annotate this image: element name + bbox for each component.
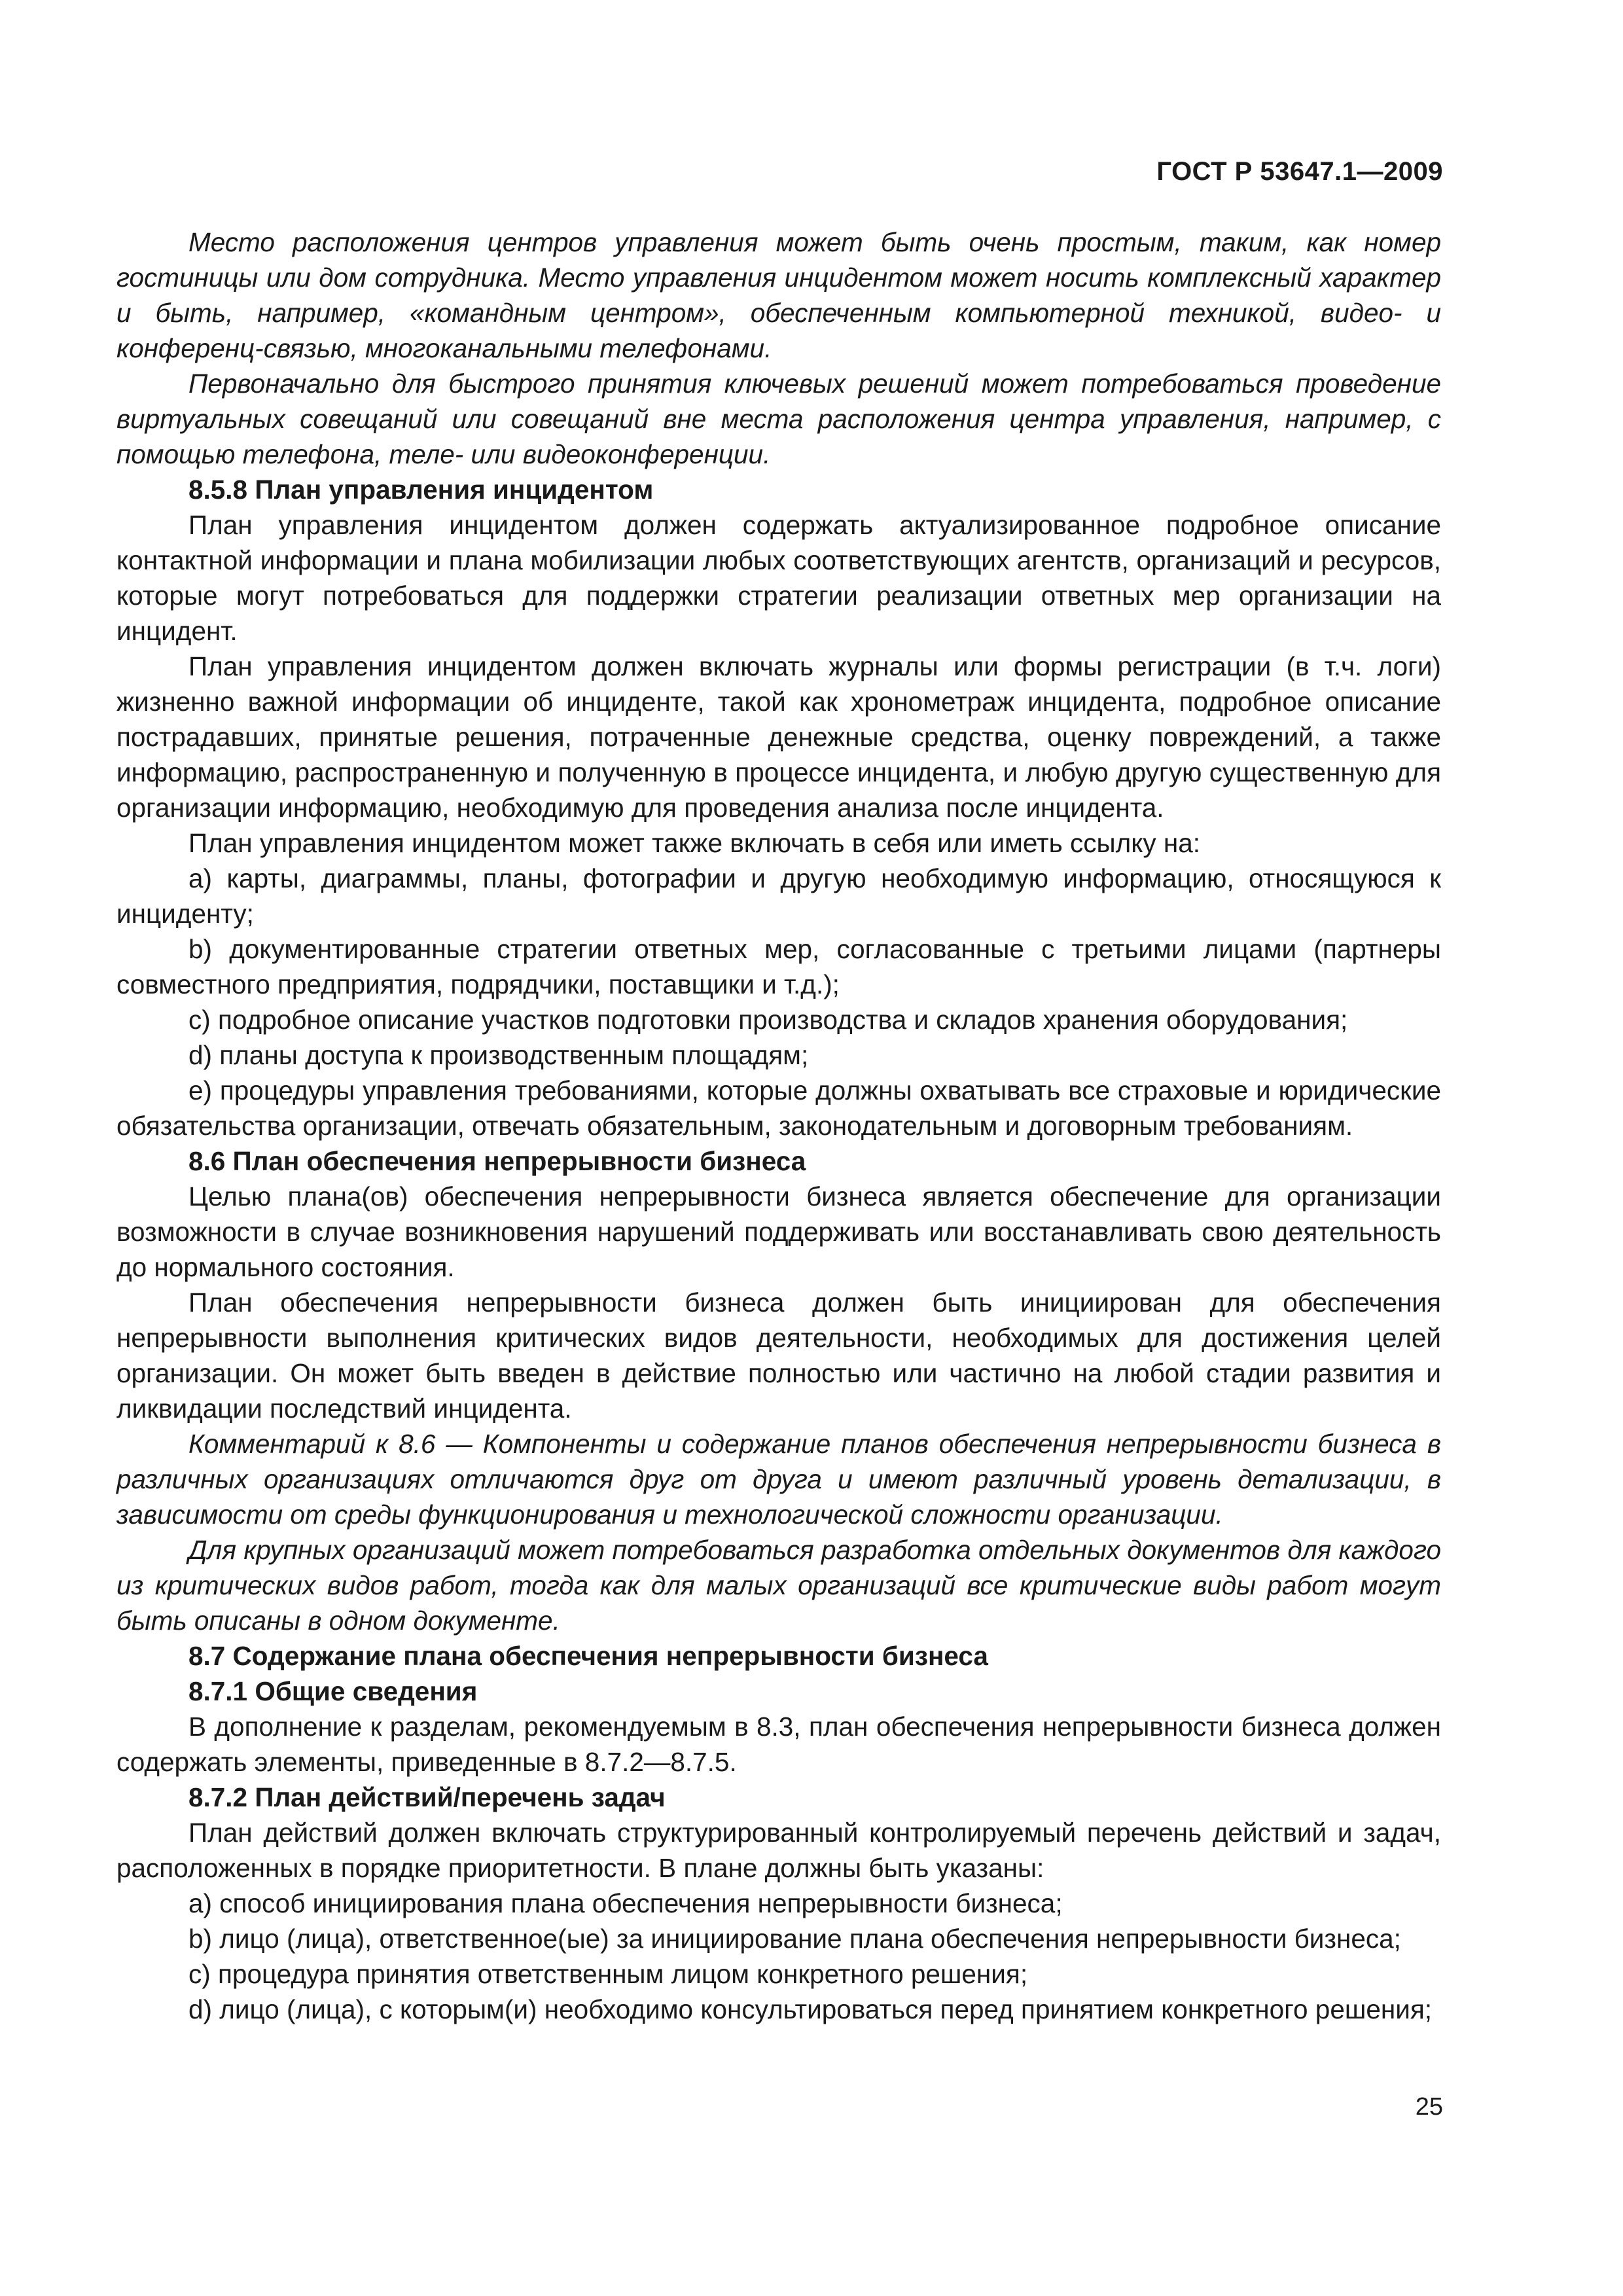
paragraph: План обеспечения непрерывности бизнеса должен быть инициирован для обеспечения непрерывности выполнения критических видов деятельности, необходимых для достижения целей организации. Он может быть введен в действие полностью или частично на любой стадии развития и ликвидации последствий инцидента. <box>116 1287 1441 1424</box>
paragraph: План управления инцидентом должен содержать актуализированное подробное описание контактной информации и плана мобилизации любых соответствующих агентств, организаций и ресурсов, которые могут потребоваться для поддержки стратегии реализации ответных мер организации на инцидент. <box>116 510 1441 646</box>
paragraph: В дополнение к разделам, рекомендуемым в 8.3, план обеспечения непрерывности бизнеса должен содержать элементы, приведенные в 8.7.2—8.7.5. <box>116 1712 1441 1777</box>
paragraph: План действий должен включать структурированный контролируемый перечень действий и задач, расположенных в порядке приоритетности. В плане должны быть указаны: <box>116 1818 1441 1883</box>
paragraph: Для крупных организаций может потребоваться разработка отдельных документов для каждого из критических видов работ, тогда как для малых организаций все критические виды работ могут быть описаны в одном документе. <box>116 1535 1441 1636</box>
section-heading-8-6: 8.6 План обеспечения непрерывности бизнеса <box>188 1146 806 1176</box>
list-item: d) планы доступа к производственным площадям; <box>188 1040 809 1070</box>
comment-paragraph: Комментарий к 8.6 — Компоненты и содержание планов обеспечения непрерывности бизнеса в различных организациях отличаются друг от друга и имеют различный уровень детализации, в зависимости от среды функционирования и технологической сложности организации. <box>116 1429 1441 1530</box>
document-body <box>116 224 1441 2027</box>
list-item: c) процедура принятия ответственным лицом конкретного решения; <box>188 1959 1028 1989</box>
paragraph: План управления инцидентом может также включать в себя или иметь ссылку на: <box>188 828 1201 858</box>
section-heading-8-5-8: 8.5.8 План управления инцидентом <box>188 475 654 505</box>
page-number: 25 <box>1415 2093 1443 2121</box>
standard-header: ГОСТ Р 53647.1—2009 <box>1156 157 1443 186</box>
paragraph: План управления инцидентом должен включать журналы или формы регистрации (в т.ч. логи) жизненно важной информации об инциденте, такой как хронометраж инцидента, подробное описание пострадавших, принятые решения, потраченные денежные средства, оценку повреждений, а также информацию, распространенную и полученную в процессе инцидента, и любую другую существенную для организации информацию, необходимую для проведения анализа после инцидента. <box>116 651 1441 823</box>
list-item: a) способ инициирования плана обеспечения непрерывности бизнеса; <box>188 1888 1063 1918</box>
paragraph: Целью плана(ов) обеспечения непрерывности бизнеса является обеспечение для организации возможности в случае возникновения нарушений поддерживать или восстанавливать свою деятельность до нормального состояния. <box>116 1181 1441 1282</box>
list-item: b) документированные стратегии ответных мер, согласованные с третьими лицами (партнеры совместного предприятия, подрядчики, поставщики и т.д.); <box>116 934 1441 999</box>
list-item: d) лицо (лица), с которым(и) необходимо консультироваться перед принятием конкретного решения; <box>188 1994 1433 2024</box>
section-heading-8-7-1: 8.7.1 Общие сведения <box>188 1676 478 1706</box>
section-heading-8-7-2: 8.7.2 План действий/перечень задач <box>188 1782 666 1812</box>
section-heading-8-7: 8.7 Содержание плана обеспечения непрерывности бизнеса <box>188 1641 988 1671</box>
list-item: c) подробное описание участков подготовки производства и складов хранения оборудования; <box>188 1005 1348 1035</box>
list-item: e) процедуры управления требованиями, которые должны охватывать все страховые и юридические обязательства организации, отвечать обязательным, законодательным и договорным требованиям. <box>116 1075 1441 1141</box>
list-item: a) карты, диаграммы, планы, фотографии и другую необходимую информацию, относящуюся к инциденту; <box>116 863 1441 929</box>
paragraph: Место расположения центров управления может быть очень простым, таким, как номер гостиницы или дом сотрудника. Место управления инцидентом может носить комплексный характер и быть, например, «командным центром», обеспеченным компьютерной техникой, видео- и конференц-связью, многоканальными телефонами. <box>116 227 1441 363</box>
list-item: b) лицо (лица), ответственное(ые) за инициирование плана обеспечения непрерывности бизнеса; <box>188 1924 1401 1954</box>
paragraph: Первоначально для быстрого принятия ключевых решений может потребоваться проведение виртуальных совещаний или совещаний вне места расположения центра управления, например, с помощью телефона, теле- или видеоконференции. <box>116 368 1441 469</box>
